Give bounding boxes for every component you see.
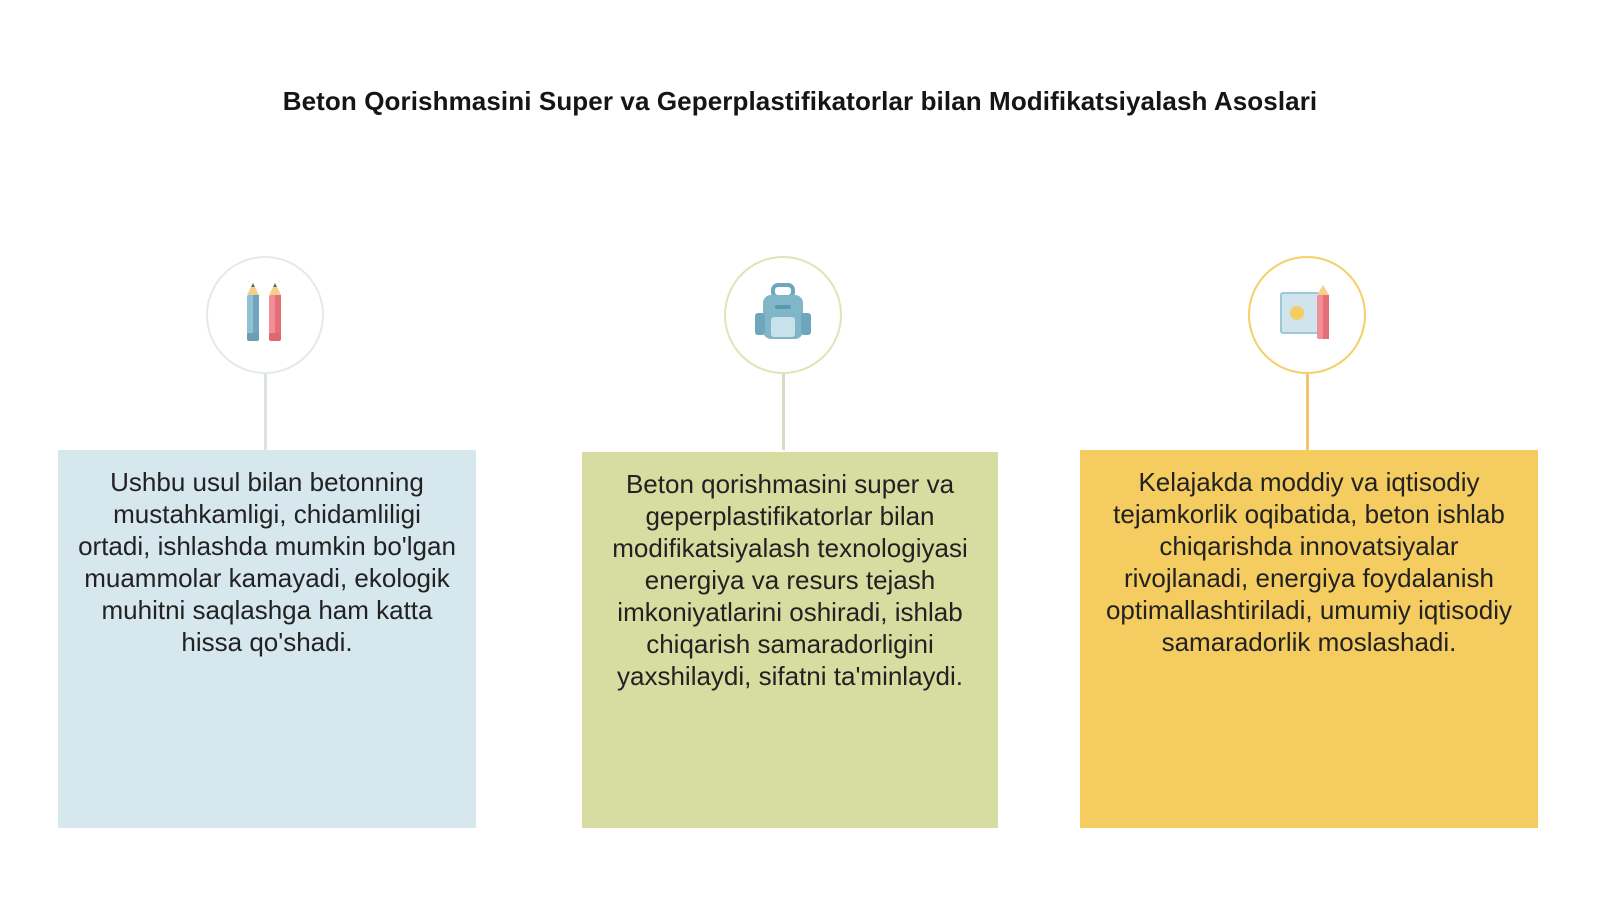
connector-line-3 <box>1306 374 1309 450</box>
icon-circle-1 <box>206 256 324 374</box>
pencils-icon <box>237 281 293 350</box>
connector-line-2 <box>782 374 785 450</box>
icon-circle-2 <box>724 256 842 374</box>
card-3 <box>1080 450 1538 828</box>
page-title: Beton Qorishmasini Super va Geperplastifikatorlar bilan Modifikatsiyalash Asoslari <box>282 86 1318 116</box>
backpack-icon <box>753 283 813 348</box>
picture-crayon-icon <box>1277 283 1337 348</box>
card-1 <box>58 450 476 828</box>
card-2-text: Beton qorishmasini super va geperplastifikatorlar bilan modifikatsiyalash texnologiyasi energiya va resurs tejash imkoniyatlarini oshiradi, ishlab chiqarish samaradorligini yaxshilaydi, sifatni ta'minlaydi. <box>612 469 968 691</box>
card-2 <box>582 452 998 828</box>
connector-line-1 <box>264 374 267 450</box>
card-3-text: Kelajakda moddiy va iqtisodiy tejamkorlik oqibatida, beton ishlab chiqarishda innovatsiyalar rivojlanadi, energiya foydalanish optimallashtiriladi, umumiy iqtisodiy samaradorlik moslashadi. <box>1105 467 1513 657</box>
icon-circle-3 <box>1248 256 1366 374</box>
card-1-text: Ushbu usul bilan betonning mustahkamligi, chidamliligi ortadi, ishlashda mumkin bo'lgan muammolar kamayadi, ekologik muhitni saqlashga ham katta hissa qo'shadi. <box>78 467 456 657</box>
